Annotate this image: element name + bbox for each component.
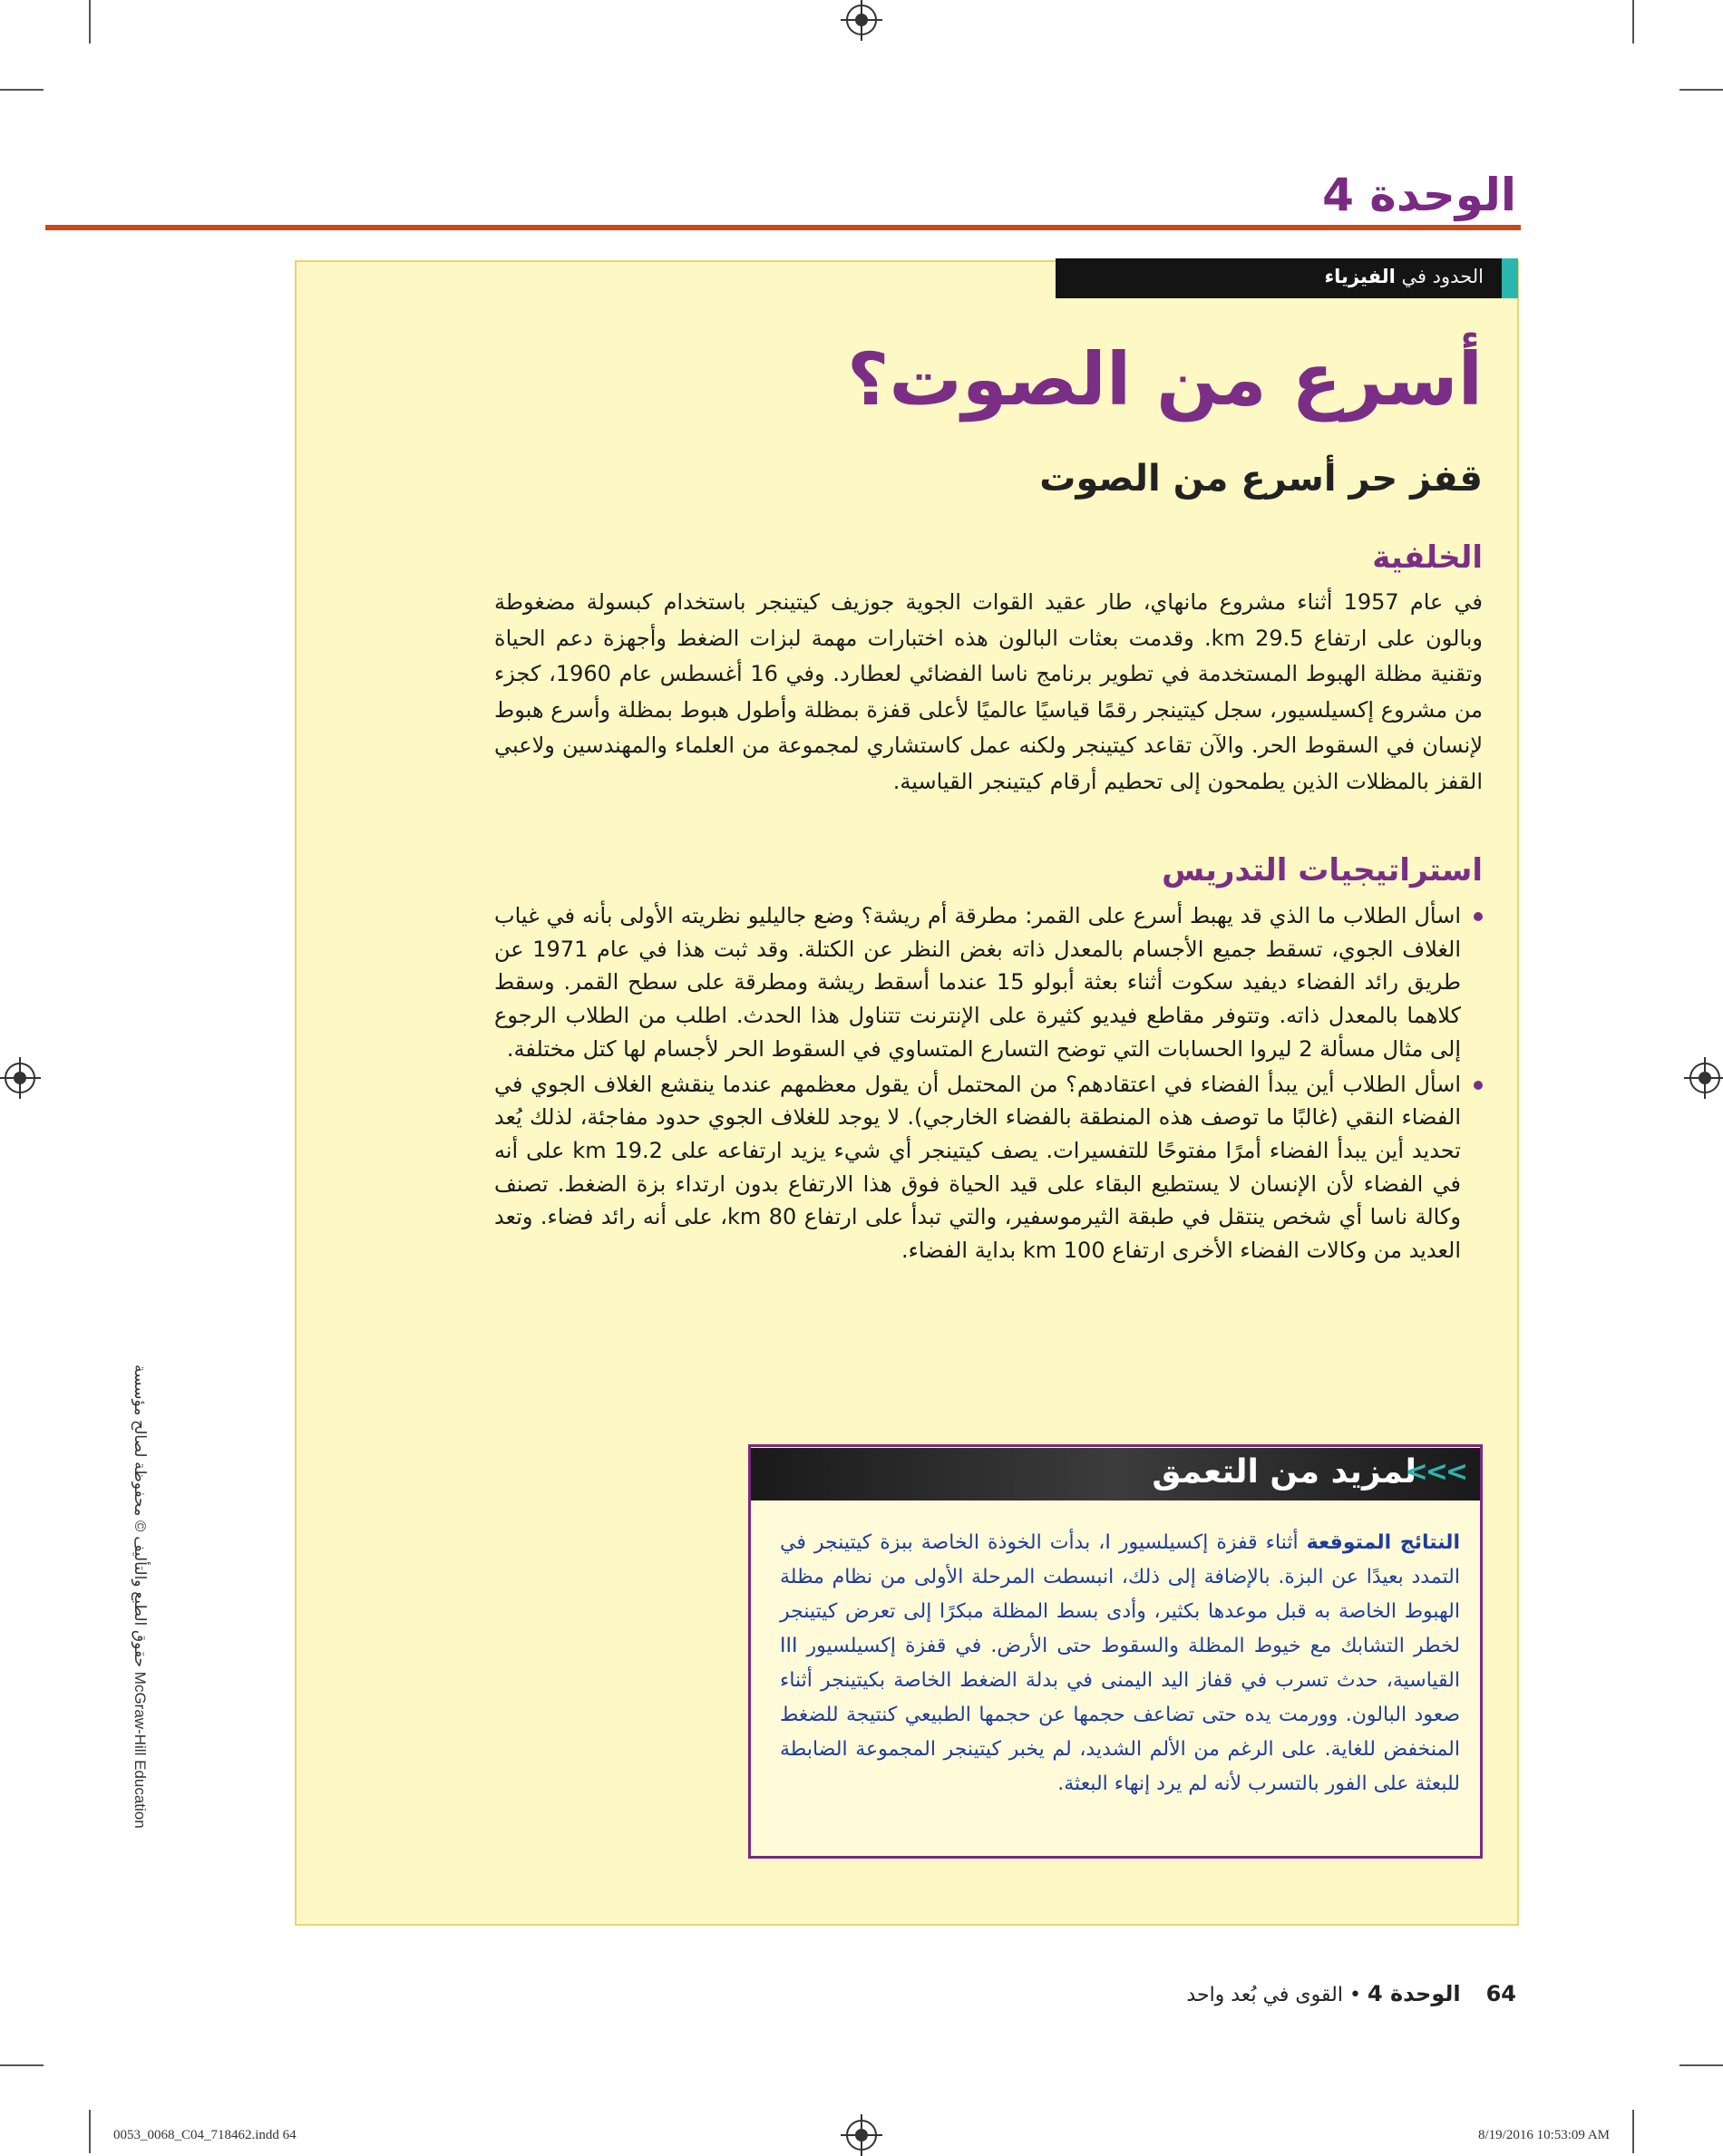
bullet-icon	[1474, 912, 1483, 921]
bullet-icon	[1474, 1081, 1483, 1090]
page-subtitle: قفز حر أسرع من الصوت	[1039, 458, 1483, 500]
section-tag-prefix: الحدود في	[1401, 266, 1484, 287]
crop-mark	[89, 0, 91, 44]
background-heading: الخلفية	[1372, 539, 1483, 576]
enrichment-box-title: لمزيد من التعمق	[1152, 1453, 1416, 1491]
footer-chapter: القوى في بُعد واحد	[1186, 1984, 1343, 2006]
expected-results-text: أثناء قفزة إكسيلسيور I، بدأت الخوذة الخاصة ببزة كيتينجر في التمدد بعيدًا عن البزة. بالإضافة إلى ذلك، انبسطت المرحلة الأولى من نظام مظلة الهبوط الخاصة به قبل موعدها بكثير، وأدى بسط المظلة مبكرًا إلى تعرض كيتينجر لخطر التشابك مع خيوط المظلة والسقوط حتى الأرض. في قفزة إكسيلسيور III القياسية، حدث تسرب في قفاز اليد اليمنى في بدلة الضغط الخاصة بكيتينجر أثناء صعود البالون. وورمت يده حتى تضاعف حجمها عن حجمها الطبيعي كنتيجة للضغط المنخفض للغاية. على الرغم من الألم الشديد، لم يخبر كيتينجر المجموعة الضابطة للبعثة على الفور بالتسرب لأنه لم يرد إنهاء البعثة.	[780, 1531, 1460, 1795]
registration-mark-icon	[5, 1063, 35, 1093]
arrows-icon: <<<	[1405, 1456, 1465, 1488]
bullet-text: اسأل الطلاب أين يبدأ الفضاء في اعتقادهم؟ من المحتمل أن يقول معظمهم عندما ينقشع الغلاف الجوي في الفضاء النقي (غالبًا ما توصف هذه المنطقة بالفضاء الخارجي). لا يوجد للغلاف الجوي حدود مفاجئة، لذلك يُعد تحديد أين يبدأ الفضاء أمرًا مفتوحًا للتفسيرات. يصف كيتينجر أي شيء يزيد ارتفاعه على 19.2 km على أنه في الفضاء لأن الإنسان لا يستطيع البقاء على قيد الحياة فوق هذا الارتفاع بدون ارتداء بزة الضغط. تصنف وكالة ناسا أي شخص ينتقل في طبقة الثيرموسفير، والتي تبدأ على ارتفاع 80 km، على أنه رائد فضاء. وتعد العديد من وكالات الفضاء الأخرى ارتفاع 100 km بداية الفضاء.	[494, 1071, 1461, 1264]
crop-mark	[1632, 0, 1634, 44]
enrichment-box-header	[751, 1448, 1480, 1500]
registration-mark-icon	[846, 2120, 877, 2151]
unit-title: الوحدة 4	[1322, 169, 1516, 221]
page-title: أسرع من الصوت؟	[847, 337, 1483, 422]
header-rule	[45, 225, 1521, 230]
strategies-list	[494, 899, 1483, 1269]
crop-mark	[89, 2110, 91, 2153]
section-tag	[1056, 258, 1518, 298]
crop-mark	[1632, 2110, 1634, 2153]
footer-separator: •	[1348, 1984, 1361, 2006]
background-text: في عام 1957 أثناء مشروع مانهاي، طار عقيد القوات الجوية جوزيف كيتينجر باستخدام كبسولة مضغوطة وبالون على ارتفاع 29.5 km. وقدمت بعثات البالون هذه اختبارات مهمة لبزات الضغط وأجهزة دعم الحياة وتقنية مظلة الهبوط المستخدمة في تطوير برنامج ناسا الفضائي لعطارد. وفي 16 أغسطس عام 1960، كجزء من مشروع إكسيلسيور، سجل كيتينجر رقمًا قياسيًا عالميًا لأعلى قفزة بمظلة وأطول هبوط بمظلة وأسرع هبوط لإنسان في السقوط الحر. والآن تقاعد كيتينجر ولكنه عمل كاستشاري لمجموعة من العلماء والمهندسين ولاعبي القفز بالمظلات الذين يطمحون إلى تحطيم أرقام كيتينجر القياسية.	[494, 589, 1484, 794]
crop-mark	[1679, 89, 1723, 91]
slug-date: 8/19/2016 10:53:09 AM	[1477, 2128, 1610, 2142]
copyright-text: حقوق الطبع والتأليف © محفوظة لصالح مؤسسة McGraw-Hill Education	[131, 1364, 149, 1829]
slug-file: 0053_0068_C04_718462.indd 64	[113, 2128, 297, 2142]
page-footer	[1186, 1981, 1516, 2006]
registration-mark-icon	[1689, 1063, 1720, 1093]
section-tag-bold: الفيزياء	[1324, 266, 1396, 287]
list-item	[494, 899, 1483, 1066]
page-number: 64	[1485, 1981, 1516, 2006]
bullet-text: اسأل الطلاب ما الذي قد يهبط أسرع على القمر: مطرقة أم ريشة؟ وضع جاليليو نظريته الأولى بأنه في غياب الغلاف الجوي، تسقط جميع الأجسام بالمعدل ذاته بغض النظر عن الكتلة. وقد ثبت هذا في عام 1971 عن طريق رائد الفضاء ديفيد سكوت أثناء بعثة أبولو 15 عندما أسقط ريشة ومطرقة على سطح القمر. وسقط كلاهما بالمعدل ذاته. وتتوفر مقاطع فيديو كثيرة على الإنترنت تتناول هذا الحدث. اطلب من الطلاب الرجوع إلى مثال مسألة 2 ليروا الحسابات التي توضح التسارع المتساوي في السقوط الحر لأجسام لها كتل مختلفة.	[494, 903, 1462, 1062]
section-tag-text	[1324, 266, 1484, 287]
expected-results-label: النتائج المتوقعة	[1306, 1531, 1460, 1554]
strategies-heading: استراتيجيات التدريس	[1162, 852, 1483, 889]
crop-mark	[0, 89, 44, 91]
footer-unit: الوحدة 4	[1367, 1981, 1461, 2006]
enrichment-box-text	[780, 1526, 1460, 1802]
crop-mark	[0, 2064, 44, 2066]
registration-mark-icon	[846, 5, 877, 35]
crop-mark	[1679, 2064, 1723, 2066]
list-item	[494, 1068, 1483, 1267]
